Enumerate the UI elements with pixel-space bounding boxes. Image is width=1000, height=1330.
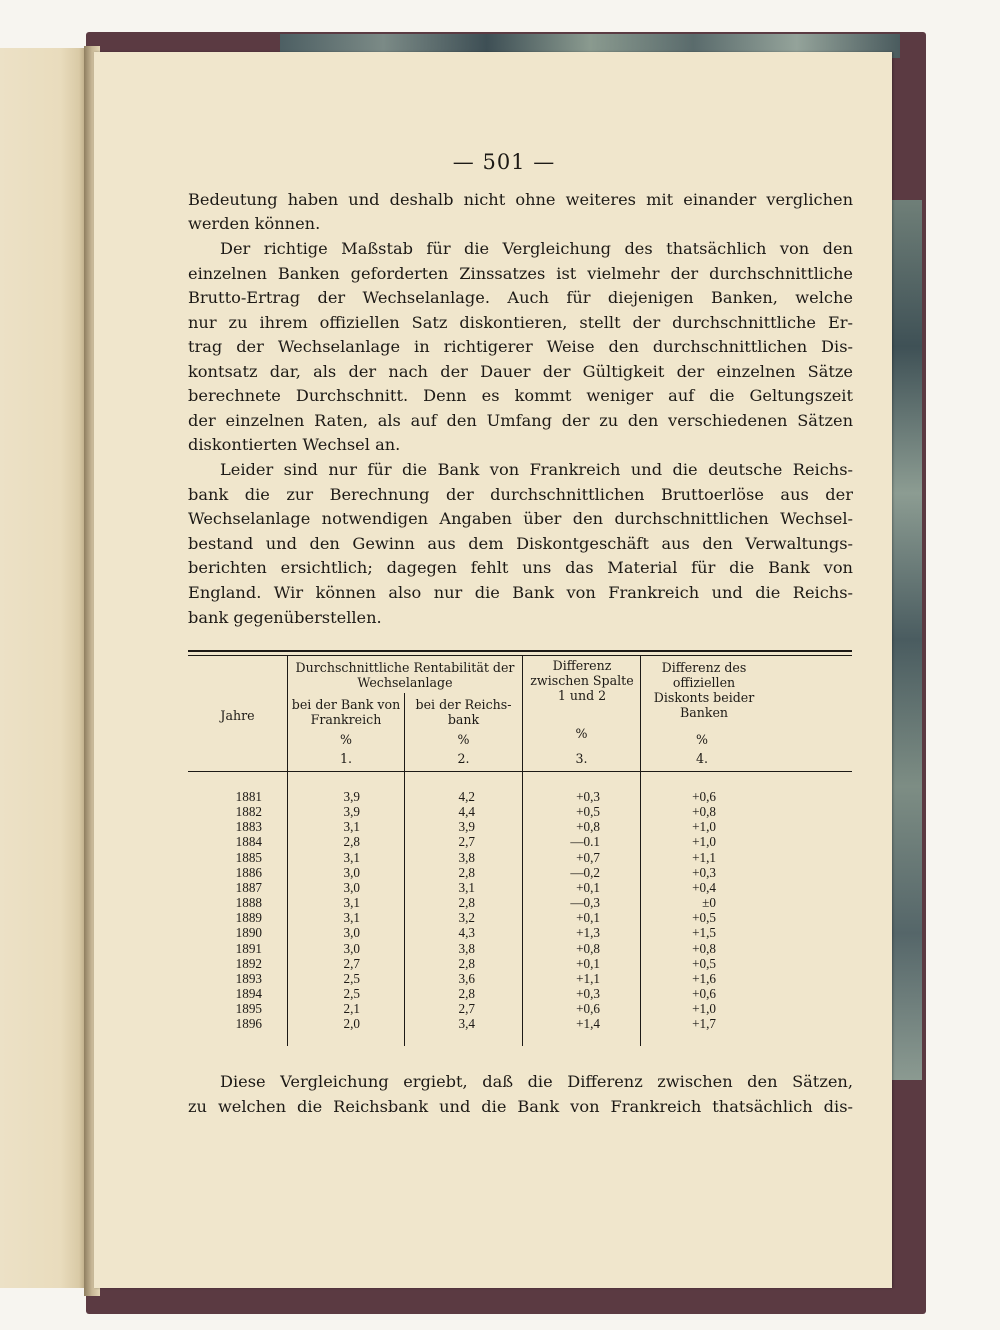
body-line: diskontierten Wechsel an. [188,435,401,454]
body-line: Bedeutung haben und deshalb nicht ohne weiteres mit einander verglichen [188,190,853,209]
cell-col4: +1,0 [692,819,716,835]
cell-year: 1884 [235,834,262,850]
cell-year: 1896 [235,1016,262,1032]
body-line: Leider sind nur für die Bank von Frankreich und die deutsche Reichs- [220,460,853,479]
cell-col4: +0,3 [692,864,716,880]
header-unit1: % [340,732,352,747]
cell-year: 1895 [235,1001,262,1017]
cell-col3: +0,8 [576,819,600,835]
cell-col2: 3,4 [458,1016,475,1032]
cell-col4: +0,8 [692,940,716,956]
body-line: werden können. [188,214,321,233]
cell-col4: +1,6 [692,970,716,986]
cell-col1: 2,5 [343,970,360,986]
cell-year: 1887 [235,879,262,895]
header-col2: bei der Reichs- bank [415,697,512,727]
cell-col4: +1,1 [692,849,716,865]
cell-col4: +0,5 [692,910,716,926]
cell-col4: +0,5 [692,955,716,971]
cell-year: 1891 [235,940,262,956]
header-unit3: % [575,726,588,741]
body-line: berichten ersichtlich; dagegen fehlt uns das Material für die Bank von [188,558,853,577]
header-num2: 2. [457,751,470,766]
header-col4: Differenz des offiziellen Diskonts beider Banken [653,660,755,720]
cell-col3: +0,8 [576,940,600,956]
cell-col3: +0,1 [576,879,600,895]
page [94,52,892,1288]
body-line: trag der Wechselanlage in richtigerer Weise den durchschnittlichen Dis- [188,337,853,356]
cell-col4: +0,4 [692,879,716,895]
cell-col3: +1,4 [576,1016,600,1032]
cell-col2: 4,3 [458,925,475,941]
cell-col3: +0,1 [576,955,600,971]
body-line: bank gegenüberstellen. [188,608,382,627]
cell-col3: +1,1 [576,970,600,986]
cell-col3: +1,3 [576,925,600,941]
body-line: berechnete Durchschnitt. Denn es kommt weniger auf die Geltungszeit [188,386,853,405]
cell-year: 1894 [235,985,262,1001]
cell-col3: +0,3 [576,789,600,804]
cell-col1: 2,7 [343,955,360,971]
cell-col1: 2,8 [343,834,360,850]
header-col1: bei der Bank von Frankreich [291,697,401,727]
body-line: Brutto-Ertrag der Wechselanlage. Auch für diejenigen Banken, welche [188,288,853,307]
cell-col1: 3,0 [343,864,360,880]
cell-col2: 4,2 [458,789,475,804]
cell-year: 1883 [235,819,262,835]
body-line: zu welchen die Reichsbank und die Bank von Frankreich thatsächlich dis- [188,1097,853,1116]
cell-col2: 3,9 [458,819,475,835]
header-num1: 1. [339,751,353,766]
body-line: bank die zur Berechnung der durchschnittlichen Bruttoerlöse aus der [188,485,853,504]
header-num3: 3. [575,751,588,766]
cell-col2: 2,8 [458,985,475,1001]
cell-col1: 2,1 [343,1001,360,1017]
header-col3: Differenz zwischen Spalte 1 und 2 [530,658,634,703]
cell-col3: +0,1 [576,910,600,926]
cell-year: 1886 [235,864,262,880]
cell-col2: 3,8 [458,849,475,865]
cell-year: 1888 [235,895,262,911]
cell-col3: +0,7 [576,849,600,865]
header-group: Durchschnittliche Rentabilität der Wechselanlage [295,660,515,690]
cell-col1: 2,5 [343,985,360,1001]
cell-col3: +0,5 [576,804,600,820]
cell-col1: 3,0 [343,940,360,956]
marbled-edge-right [892,200,922,1080]
cell-col3: —0.1 [570,834,600,850]
cell-col1: 3,1 [343,849,360,865]
table-column-rule [640,656,641,1046]
body-line: der einzelnen Raten, als auf den Umfang der zu den verschiedenen Sätzen [188,411,853,430]
cell-col4: ±0 [702,895,716,911]
body-line: nur zu ihrem offiziellen Satz diskontieren, stellt der durchschnittliche Er- [188,313,853,332]
cell-col3: —0,2 [570,864,600,880]
cell-col2: 2,7 [458,834,475,850]
cell-year: 1892 [235,955,262,971]
cell-col2: 3,6 [458,970,475,986]
body-line: kontsatz dar, als der nach der Dauer der Gültigkeit der einzelnen Sätze [188,362,853,381]
header-unit4: % [696,732,708,747]
cell-col4: +1,0 [692,1001,716,1017]
header-num4: 4. [695,751,709,766]
body-line: Der richtige Maßstab für die Vergleichung des thatsächlich von den [220,239,853,258]
cell-col3: +0,6 [576,1001,600,1017]
cell-year: 1890 [235,925,262,941]
cell-col2: 2,8 [458,864,475,880]
cell-col2: 3,1 [458,879,475,895]
cell-col1: 3,9 [343,804,360,820]
header-unit2: % [457,732,470,747]
cell-col1: 3,9 [343,789,360,804]
table-column-rule [522,656,523,1046]
table-top-rule [188,650,852,652]
cell-year: 1881 [235,789,262,804]
cell-col2: 3,2 [458,910,475,926]
cell-col2: 3,8 [458,940,475,956]
body-line: Wechselanlage notwendigen Angaben über den durchschnittlichen Wechsel- [188,509,853,528]
cell-col4: +0,6 [692,985,716,1001]
cell-col4: +0,8 [692,804,716,820]
cell-col4: +1,0 [692,834,716,850]
cell-col3: —0,3 [570,895,600,911]
cell-col1: 2,0 [343,1016,360,1032]
body-line: Diese Vergleichung ergiebt, daß die Differenz zwischen den Sätzen, [220,1072,853,1091]
cell-col4: +1,7 [692,1016,716,1032]
cell-col1: 3,0 [343,879,360,895]
cell-col2: 2,8 [458,895,475,911]
header-year: Jahre [220,708,255,723]
cell-col2: 2,8 [458,955,475,971]
cell-year: 1885 [235,849,262,865]
page-number: — 501 — [452,150,556,174]
cell-col1: 3,1 [343,819,360,835]
cell-col4: +1,5 [692,925,716,941]
cell-year: 1882 [235,804,262,820]
cell-year: 1893 [235,970,262,986]
left-page-edge [0,48,86,1288]
cell-col4: +0,6 [692,789,716,804]
cell-col2: 2,7 [458,1001,475,1017]
cell-year: 1889 [235,910,262,926]
body-line: England. Wir können also nur die Bank von Frankreich und die Reichs- [188,583,853,602]
cell-col1: 3,0 [343,925,360,941]
cell-col1: 3,1 [343,895,360,911]
cell-col3: +0,3 [576,985,600,1001]
cell-col2: 4,4 [458,804,475,820]
cell-col1: 3,1 [343,910,360,926]
body-line: einzelnen Banken geforderten Zinssatzes ist vielmehr der durchschnittliche [188,264,853,283]
body-line: bestand und den Gewinn aus dem Diskontgeschäft aus den Verwaltungs- [188,534,853,553]
